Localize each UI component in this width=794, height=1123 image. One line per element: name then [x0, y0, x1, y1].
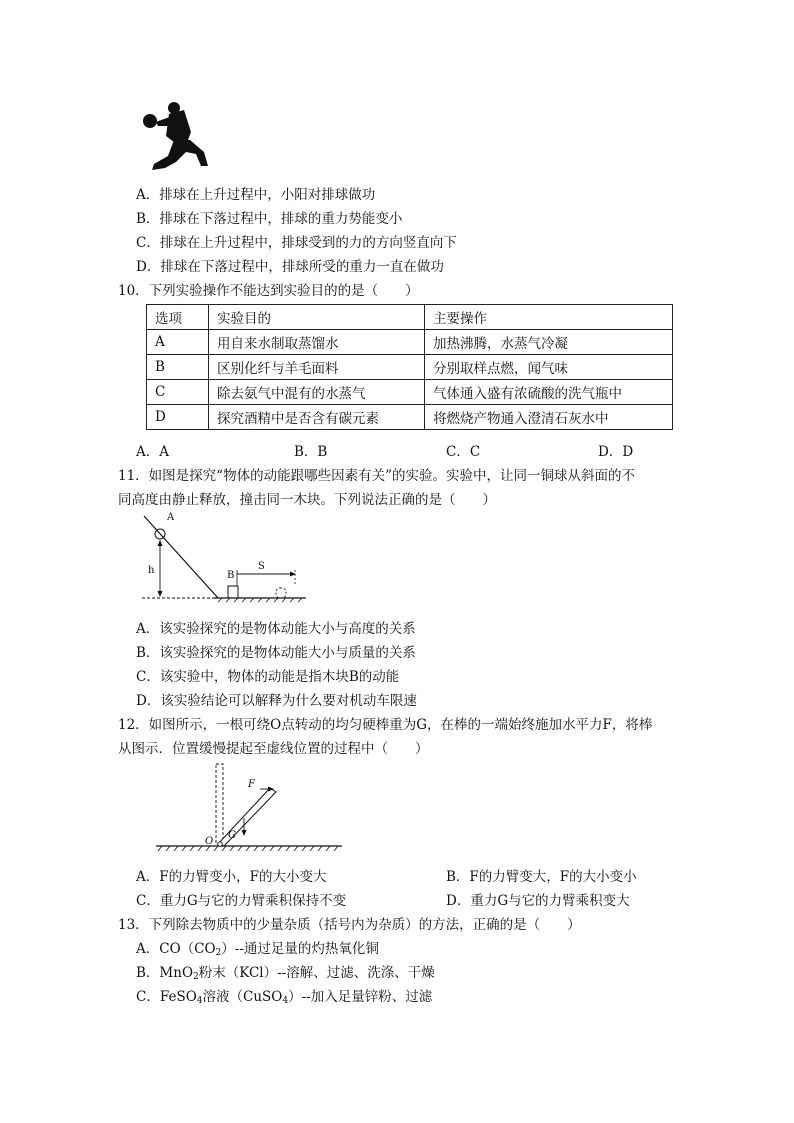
table-cell: 用自来水制取蒸馏水	[209, 330, 425, 355]
q10-answer-b: B．B	[294, 444, 328, 460]
incline-experiment-figure	[138, 512, 318, 608]
table-cell: D	[147, 405, 209, 430]
table-header-cell: 选项	[147, 305, 209, 330]
q10-stem: 10．下列实验操作不能达到实验目的的是（ ）	[118, 283, 419, 299]
figure-label-block: B	[227, 570, 235, 581]
q9-option-b: B．排球在下落过程中，排球的重力势能变小	[136, 211, 403, 227]
q13-stem: 13．下列除去物质中的少量杂质（括号内为杂质）的方法，正确的是（ ）	[118, 917, 581, 933]
figure-label-height: h	[148, 565, 155, 576]
q9-option-d: D．排球在下落过程中，排球所受的重力一直在做功	[136, 259, 444, 275]
figure-label-force: F	[248, 779, 255, 790]
q10-answer-d: D．D	[598, 444, 634, 460]
table-row	[147, 355, 673, 380]
q9-option-c: C．排球在上升过程中，排球受到的力的方向竖直向下	[136, 235, 457, 251]
table-row	[147, 330, 673, 355]
table-row	[147, 405, 673, 430]
q10-answer-c: C．C	[446, 444, 481, 460]
table-cell: 加热沸腾，水蒸气冷凝	[425, 330, 673, 355]
q12-stem-line1: 12．如图所示，一根可绕O点转动的均匀硬棒重为G，在棒的一端始终施加水平力F，将棒	[118, 717, 653, 733]
q11-stem-line2: 同高度由静止释放，撞击同一木块。下列说法正确的是（ ）	[118, 492, 496, 508]
q13-option-b: B．MnO$_2$粉末（KCl）--溶解、过滤、洗涤、干燥	[136, 965, 435, 982]
table-header-row	[147, 305, 673, 330]
table-cell: B	[147, 355, 209, 380]
lever-figure	[156, 762, 346, 854]
q12-stem-line2: 从图示．位置缓慢提起至虚线位置的过程中（ ）	[118, 741, 429, 757]
table-cell: C	[147, 380, 209, 405]
table-cell: 探究酒精中是否含有碳元素	[209, 405, 425, 430]
table-cell: 将燃烧产物通入澄清石灰水中	[425, 405, 673, 430]
table-cell: 气体通入盛有浓硫酸的洗气瓶中	[425, 380, 673, 405]
table-cell: 除去氨气中混有的水蒸气	[209, 380, 425, 405]
q13-option-a: A．$CO(CO_2)--$通过足量的灼热氧化铜	[136, 941, 379, 958]
q9-option-a: A．排球在上升过程中，小阳对排球做功	[136, 187, 376, 203]
q11-option-d: D．该实验结论可以解释为什么要对机动车限速	[136, 693, 417, 709]
figure-label-distance: S	[258, 561, 265, 572]
table-header-cell: 主要操作	[425, 305, 673, 330]
q11-option-b: B．该实验探究的是物体动能大小与质量的关系	[136, 645, 416, 661]
q13-option-c: C．FeSO$_4$溶液（CuSO$_4$）--加入足量锌粉、过滤	[136, 989, 433, 1006]
q11-option-a: A．该实验探究的是物体动能大小与高度的关系	[136, 621, 416, 637]
figure-label-gravity: G	[228, 830, 236, 841]
q12-option-b: B．F的力臂变大，F的大小变小	[446, 869, 637, 885]
q12-option-a: A．F的力臂变小，F的大小变大	[136, 869, 327, 885]
table-cell: 分别取样点燃，闻气味	[425, 355, 673, 380]
table-row	[147, 380, 673, 405]
table-cell: A	[147, 330, 209, 355]
table-header-cell: 实验目的	[209, 305, 425, 330]
q11-stem-line1: 11．如图是探究“物体的动能跟哪些因素有关”的实验。实验中，让同一铜球从斜面的不	[118, 468, 635, 484]
q12-option-c: C．重力G与它的力臂乘积保持不变	[136, 893, 347, 909]
volleyball-player-figure	[138, 100, 210, 172]
q11-option-c: C．该实验中，物体的动能是指木块B的动能	[136, 669, 400, 685]
q10-answer-a: A．A	[136, 444, 169, 460]
figure-label-ball: A	[167, 512, 175, 523]
table-cell: 区别化纤与羊毛面料	[209, 355, 425, 380]
figure-label-pivot: O	[205, 836, 214, 847]
q10-table	[146, 304, 673, 430]
q12-option-d: D．重力G与它的力臂乘积变大	[446, 893, 630, 909]
